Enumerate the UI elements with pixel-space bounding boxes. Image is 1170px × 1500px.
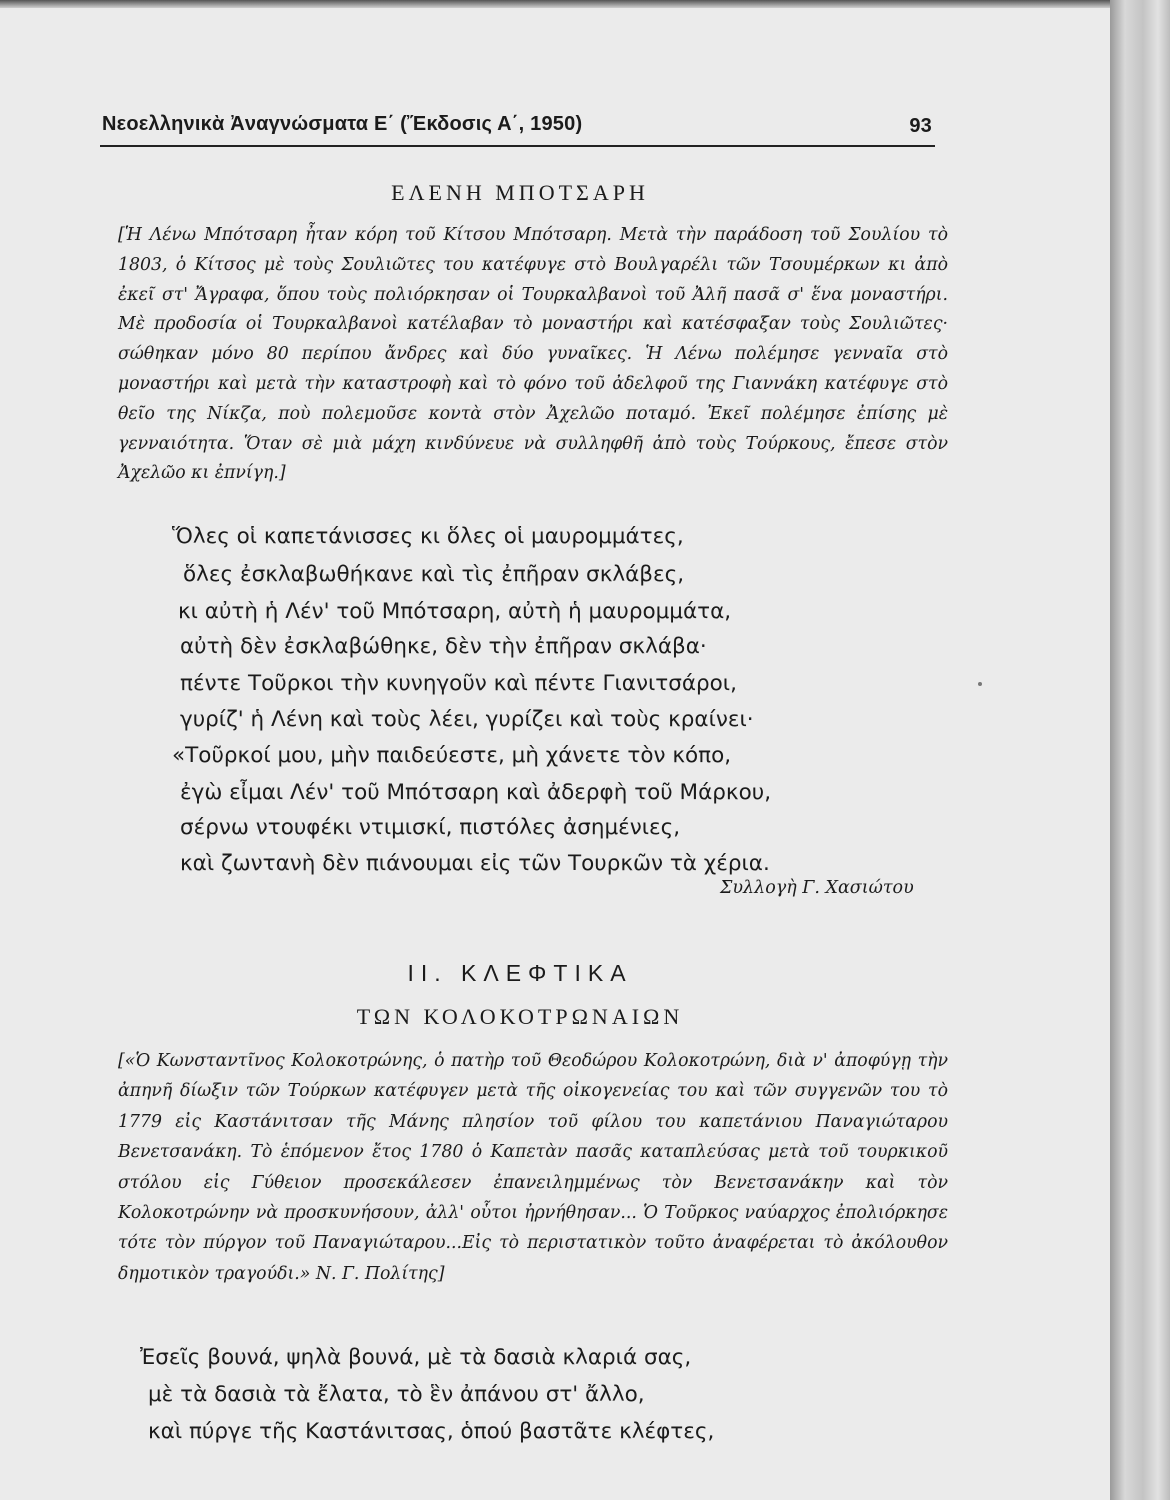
binding-edge [1110, 0, 1170, 1500]
verse-line: ἐγὼ εἶμαι Λέν' τοῦ Μπότσαρη καὶ ἀδερφὴ τοῦ Μάρκου, [180, 780, 772, 805]
poem-title-eleni: ΕΛΕΝΗ ΜΠΟΤΣΑΡΗ [391, 180, 649, 205]
verse-line: σέρνω ντουφέκι ντιμισκί, πιστόλες ἀσημένιες, [180, 815, 681, 840]
verse-line: κι αὐτὴ ἡ Λέν' τοῦ Μπότσαρη, αὐτὴ ἡ μαυρομμάτα, [178, 599, 732, 624]
poem-intro-kolokotronaion: [«Ὁ Κωνσταντῖνος Κολοκοτρώνης, ὁ πατὴρ τοῦ Θεοδώρου Κολοκοτρώνη, διὰ ν' ἀποφύγῃ τὴν ἀπηνῆ δίωξιν τῶν Τούρκων κατέφυγεν μετὰ τῆς οἰκογενείας του καὶ τῶν συγγενῶν του τὸ 1779 εἰς Καστάνιτσαν τῆς Μάνης πλησίον τοῦ φίλου του καπετάνιου Παναγιώταρου Βενετσανάκη. Τὸ ἑπόμενον ἔτος 1780 ὁ Καπετὰν πασᾶς καταπλεύσας μετὰ τοῦ τουρκικοῦ στόλου εἰς Γύθειον προσεκάλεσεν ἐπανειλημμένως τὸν Βενετσανάκην καὶ τὸν Κολοκοτρώνην νὰ προσκυνήσουν, ἀλλ' οὗτοι ἠρνήθησαν... Ὁ Τοῦρκος ναύαρχος ἐπολιόρκησε τότε τὸν πύργον τοῦ Παναγιώταρου...Εἰς τὸ περιστατικὸν τοῦτο ἀναφέρεται τὸ ἀκόλουθον δημοτικὸν τραγούδι.» Ν. Γ. Πολίτης] [118, 1051, 948, 1284]
verse-line: αὐτὴ δὲν ἐσκλαβώθηκε, δὲν τὴν ἐπῆραν σκλάβα· [180, 634, 707, 659]
verse-line: ὅλες ἐσκλαβωθήκανε καὶ τὶς ἐπῆραν σκλάβες, [183, 562, 685, 587]
running-title: Νεοελληνικὰ Ἀναγνώσματα Ε΄ (Ἔκδοσις Α΄, 1950) [102, 113, 583, 135]
verse-line: Ὅλες οἱ καπετάνισσες κι ὅλες οἱ μαυρομμάτες, [172, 524, 684, 549]
verse-line: καὶ πύργε τῆς Καστάνιτσας, ὁπού βαστᾶτε κλέφτες, [148, 1419, 715, 1444]
verse-line: «Τοῦρκοί μου, μὴν παιδεύεστε, μὴ χάνετε τὸν κόπο, [172, 743, 732, 768]
verse-line: πέντε Τοῦρκοι τὴν κυνηγοῦν καὶ πέντε Γιανιτσάροι, [180, 671, 737, 696]
running-head [102, 113, 932, 136]
verse-line: Ἐσεῖς βουνά, ψηλὰ βουνά, μὲ τὰ δασιὰ κλαριά σας, [140, 1345, 692, 1370]
section-title: ΙΙ. ΚΛΕΦΤΙΚΑ [407, 960, 633, 986]
page-top-shadow [0, 0, 1110, 8]
verse-line: γυρίζ' ἡ Λένη καὶ τοὺς λέει, γυρίζει καὶ τοὺς κραίνει· [180, 707, 754, 732]
page-number: 93 [909, 115, 932, 137]
poem-intro-eleni: [Ἡ Λένω Μπότσαρη ἦταν κόρη τοῦ Κίτσου Μπότσαρη. Μετὰ τὴν παράδοση τοῦ Σουλίου τὸ 1803, ὁ Κίτσος μὲ τοὺς Σουλιῶτες του κατέφυγε στὸ Βουλγαρέλι τῶν Τσουμέρκων κι ἀπὸ ἐκεῖ στ' Ἄγραφα, ὅπου τοὺς πολιόρκησαν οἱ Τουρκαλβανοὶ τοῦ Ἀλῆ πασᾶ σ' ἕνα μοναστήρι. Μὲ προδοσία οἱ Τουρκαλβανοὶ κατέλαβαν τὸ μοναστήρι καὶ κατέσφαξαν τοὺς Σουλιῶτες· σώθηκαν μόνο 80 περίπου ἄνδρες καὶ δύο γυναῖκες. Ἡ Λένω πολέμησε γενναῖα στὸ μοναστήρι καὶ μετὰ τὴν καταστροφὴ καὶ τὸ φόνο τοῦ ἀδελφοῦ της Γιαννάκη κατέφυγε στὸ θεῖο της Νίκζα, ποὺ πολεμοῦσε κοντὰ στὸν Ἀχελῶο ποταμό. Ἐκεῖ πολέμησε ἐπίσης μὲ γενναιότητα. Ὅταν σὲ μιὰ μάχη κινδύνευε νὰ συλληφθῆ ἀπὸ τοὺς Τούρκους, ἔπεσε στὸν Ἀχελῶο κι ἐπνίγη.] [118, 225, 948, 484]
verse-line: μὲ τὰ δασιὰ τὰ ἔλατα, τὸ ἓν ἀπάνου στ' ἄλλο, [148, 1382, 645, 1407]
poem-title-kolokotronaion: ΤΩΝ ΚΟΛΟΚΟΤΡΩΝΑΙΩΝ [356, 1004, 684, 1029]
verse-line: καὶ ζωντανὴ δὲν πιάνουμαι εἰς τῶν Τουρκῶν τὰ χέρια. [180, 851, 770, 876]
paper-speck [978, 682, 982, 686]
header-rule [100, 145, 935, 147]
poem-source: Συλλογὴ Γ. Χασιώτου [720, 878, 914, 898]
